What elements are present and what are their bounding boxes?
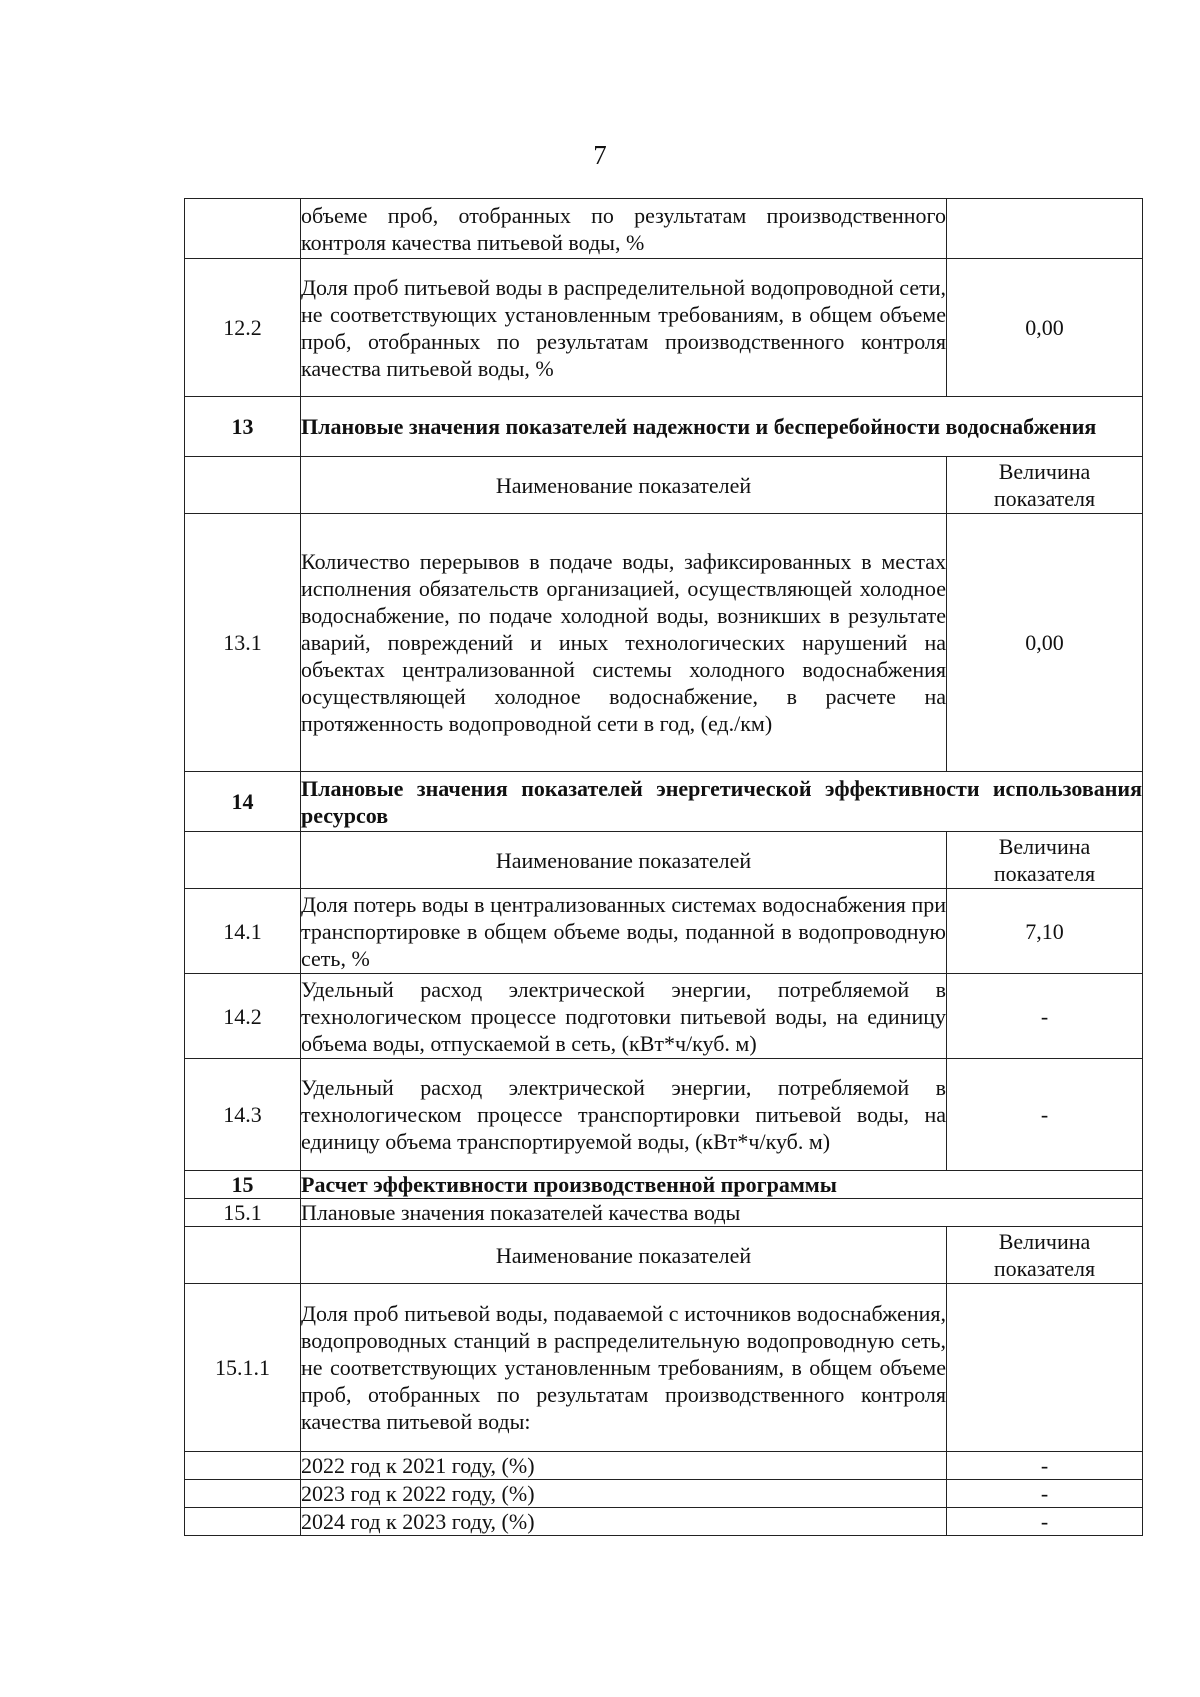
indicators-table (184, 198, 1143, 1536)
table-row (185, 1284, 1143, 1452)
indicator-value: 0,00 (947, 514, 1143, 772)
empty-cell (185, 832, 301, 889)
section-row (185, 772, 1143, 832)
indicator-text: Удельный расход электрической энергии, потребляемой в технологическом процессе транспортировки питьевой воды, на единицу объема транспортируемой воды, (кВт*ч/куб. м) (301, 1059, 947, 1171)
row-number: 13.1 (185, 514, 301, 772)
column-header-value: Величина показателя (947, 832, 1143, 889)
year-label: 2024 год к 2023 году, (%) (301, 1508, 947, 1536)
section-row (185, 397, 1143, 457)
indicator-text: объеме проб, отобранных по результатам производственного контроля качества питьевой воды, % (301, 199, 947, 259)
section-number: 13 (185, 397, 301, 457)
indicator-text: Количество перерывов в подаче воды, зафиксированных в местах исполнения обязательств организацией, осуществляющей холодное водоснабжение, по подаче холодной воды, возникших в результате аварий, повреждений и иных технологических нарушений на объектах централизованной системы холодного водоснабжения осуществляющей холодное водоснабжение, в расчете на протяженность водопроводной сети в год, (ед./км) (301, 514, 947, 772)
year-row (185, 1480, 1143, 1508)
subsection-row (185, 1199, 1143, 1227)
empty-cell (185, 1508, 301, 1536)
indicator-text: Доля потерь воды в централизованных системах водоснабжения при транспортировке в общем объеме воды, поданной в водопроводную сеть, % (301, 889, 947, 974)
table-row (185, 889, 1143, 974)
table-row (185, 1059, 1143, 1171)
column-header-value: Величина показателя (947, 1227, 1143, 1284)
table-row (185, 514, 1143, 772)
indicator-text: Доля проб питьевой воды, подаваемой с источников водоснабжения, водопроводных станций в распределительную водопроводную сеть, не соответствующих установленным требованиям, в общем объеме проб, отобранных по результатам производственного контроля качества питьевой воды: (301, 1284, 947, 1452)
indicator-value: 7,10 (947, 889, 1143, 974)
indicator-text: Доля проб питьевой воды в распределительной водопроводной сети, не соответствующих установленным требованиям, в общем объеме проб, отобранных по результатам производственного контроля качества питьевой воды, % (301, 259, 947, 397)
column-header-name: Наименование показателей (301, 1227, 947, 1284)
row-number (185, 199, 301, 259)
row-number: 15.1.1 (185, 1284, 301, 1452)
header-row (185, 832, 1143, 889)
subsection-number: 15.1 (185, 1199, 301, 1227)
header-row (185, 457, 1143, 514)
empty-cell (185, 1227, 301, 1284)
column-header-name: Наименование показателей (301, 457, 947, 514)
year-value: - (947, 1452, 1143, 1480)
page-number: 7 (593, 140, 607, 170)
table-row (185, 259, 1143, 397)
section-title: Плановые значения показателей надежности и бесперебойности водоснабжения (301, 397, 1143, 457)
indicator-value: - (947, 1059, 1143, 1171)
indicator-value (947, 1284, 1143, 1452)
section-number: 15 (185, 1171, 301, 1199)
empty-cell (185, 1452, 301, 1480)
year-label: 2022 год к 2021 году, (%) (301, 1452, 947, 1480)
section-title: Расчет эффективности производственной программы (301, 1171, 1143, 1199)
empty-cell (185, 457, 301, 514)
row-number: 14.1 (185, 889, 301, 974)
indicator-value: - (947, 974, 1143, 1059)
year-label: 2023 год к 2022 году, (%) (301, 1480, 947, 1508)
table-row (185, 974, 1143, 1059)
subsection-title: Плановые значения показателей качества воды (301, 1199, 1143, 1227)
year-value: - (947, 1480, 1143, 1508)
year-row (185, 1508, 1143, 1536)
indicator-value: 0,00 (947, 259, 1143, 397)
table-row (185, 199, 1143, 259)
column-header-value: Величина показателя (947, 457, 1143, 514)
section-row (185, 1171, 1143, 1199)
section-number: 14 (185, 772, 301, 832)
header-row (185, 1227, 1143, 1284)
row-number: 14.3 (185, 1059, 301, 1171)
column-header-name: Наименование показателей (301, 832, 947, 889)
row-number: 12.2 (185, 259, 301, 397)
indicator-text: Удельный расход электрической энергии, потребляемой в технологическом процессе подготовки питьевой воды, на единицу объема воды, отпускаемой в сеть, (кВт*ч/куб. м) (301, 974, 947, 1059)
year-row (185, 1452, 1143, 1480)
empty-cell (185, 1480, 301, 1508)
indicator-value (947, 199, 1143, 259)
year-value: - (947, 1508, 1143, 1536)
row-number: 14.2 (185, 974, 301, 1059)
section-title: Плановые значения показателей энергетической эффективности использования ресурсов (301, 772, 1143, 832)
